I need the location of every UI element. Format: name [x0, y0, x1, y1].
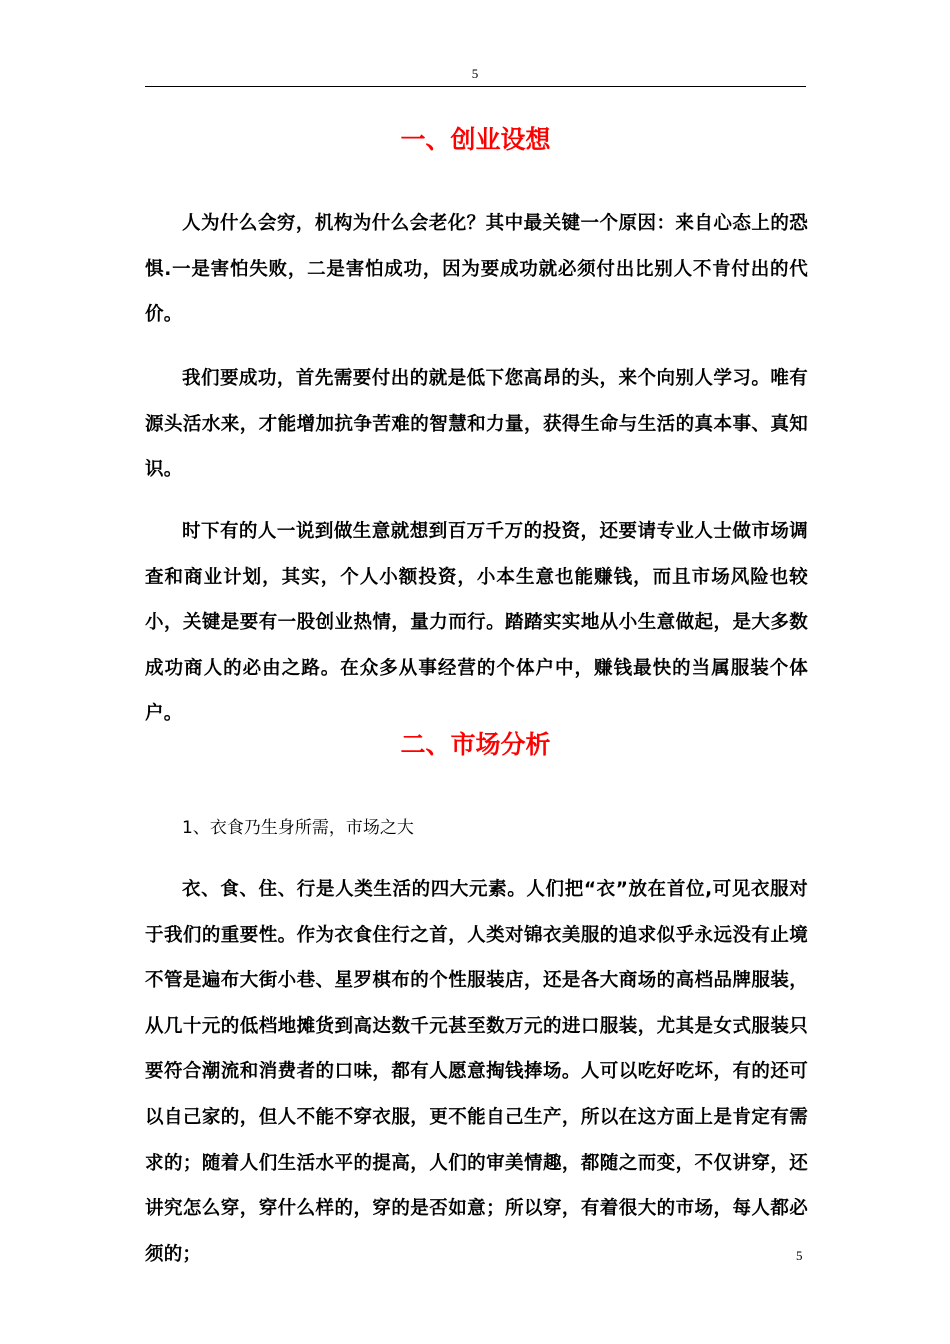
header-divider [145, 86, 806, 87]
paragraph-1: 人为什么会穷，机构为什么会老化？其中最关键一个原因：来自心态上的恐惧.一是害怕失败，二是害怕成功，因为要成功就必须付出比别人不肯付出的代价。 [145, 213, 808, 326]
subsection-heading: 1、衣食乃生身所需，市场之大 [182, 818, 414, 838]
paragraph-4: 衣、食、住、行是人类生活的四大元素。人们把“衣”放在首位,可见衣服对于我们的重要性。作为衣食住行之首，人类对锦衣美服的追求似乎永远没有止境不管是遍布大街小巷、星罗棋布的个性服装店，还是各大商场的高档品牌服装，从几十元的低档地摊货到高达数千元甚至数万元的进口服装，尤其是女式服装只要符合潮流和消费者的口味，都有人愿意掏钱捧场。人可以吃好吃坏，有的还可以自己家的，但人不能不穿衣服，更不能自己生产，所以在这方面上是肯定有需求的；随着人们生活水平的提高，人们的审美情趣，都随之而变，不仅讲穿，还讲究怎么穿，穿什么样的，穿的是否如意；所以穿，有着很大的市场，每人都必须的； [145, 879, 808, 1265]
footer-page-number: 5 [796, 1248, 803, 1263]
header-page-number: 5 [471, 66, 479, 81]
paragraph-2: 我们要成功，首先需要付出的就是低下您高昂的头，来个向别人学习。唯有源头活水来，才能增加抗争苦难的智慧和力量，获得生命与生活的真本事、真知识。 [145, 368, 808, 481]
section-heading-2: 二、市场分析 [400, 730, 551, 759]
section-heading-1: 一、创业设想 [400, 125, 551, 154]
paragraph-3: 时下有的人一说到做生意就想到百万千万的投资，还要请专业人士做市场调查和商业计划，其实，个人小额投资，小本生意也能赚钱，而且市场风险也较小，关键是要有一股创业热情，量力而行。踏踏实实地从小生意做起，是大多数成功商人的必由之路。在众多从事经营的个体户中，赚钱最快的当属服装个体户。 [145, 521, 808, 725]
